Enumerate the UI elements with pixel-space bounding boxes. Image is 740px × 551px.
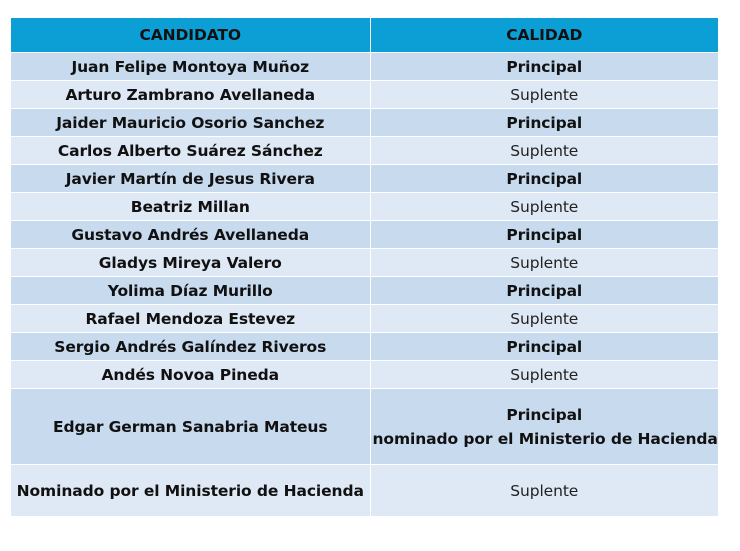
table-row xyxy=(11,277,718,305)
candidates-table xyxy=(11,18,718,517)
candidate-quality: Suplente xyxy=(370,137,718,165)
table-row xyxy=(11,137,718,165)
table-row xyxy=(11,53,718,81)
candidate-quality: Suplente xyxy=(370,249,718,277)
candidate-name: Jaider Mauricio Osorio Sanchez xyxy=(11,109,370,137)
table-row xyxy=(11,109,718,137)
quality-label: Principal xyxy=(506,405,583,424)
quality-note: nominado por el Ministerio de Hacienda xyxy=(372,429,718,448)
candidate-name: Javier Martín de Jesus Rivera xyxy=(11,165,370,193)
candidate-quality xyxy=(370,389,718,465)
table-header-row xyxy=(11,18,718,53)
candidate-name: Carlos Alberto Suárez Sánchez xyxy=(11,137,370,165)
candidate-name: Yolima Díaz Murillo xyxy=(11,277,370,305)
candidate-name: Rafael Mendoza Estevez xyxy=(11,305,370,333)
table-row xyxy=(11,305,718,333)
candidate-quality: Principal xyxy=(370,109,718,137)
candidate-quality: Suplente xyxy=(370,465,718,517)
candidate-quality: Suplente xyxy=(370,361,718,389)
table-row xyxy=(11,249,718,277)
table-row xyxy=(11,389,718,465)
candidate-name: Gladys Mireya Valero xyxy=(11,249,370,277)
table-row xyxy=(11,361,718,389)
candidate-quality: Suplente xyxy=(370,81,718,109)
candidate-quality: Principal xyxy=(370,221,718,249)
candidate-quality: Principal xyxy=(370,53,718,81)
candidate-name: Edgar German Sanabria Mateus xyxy=(11,389,370,465)
table-row xyxy=(11,333,718,361)
candidate-quality: Principal xyxy=(370,165,718,193)
table-row xyxy=(11,221,718,249)
candidate-quality: Suplente xyxy=(370,193,718,221)
column-header-quality: CALIDAD xyxy=(370,18,718,53)
candidate-quality: Principal xyxy=(370,277,718,305)
candidate-name: Arturo Zambrano Avellaneda xyxy=(11,81,370,109)
candidate-name: Nominado por el Ministerio de Hacienda xyxy=(11,465,370,517)
table-row xyxy=(11,193,718,221)
column-header-candidate: CANDIDATO xyxy=(11,18,370,53)
table-row xyxy=(11,81,718,109)
candidate-quality: Principal xyxy=(370,333,718,361)
candidate-quality: Suplente xyxy=(370,305,718,333)
table-row xyxy=(11,465,718,517)
table-row xyxy=(11,165,718,193)
candidate-name: Sergio Andrés Galíndez Riveros xyxy=(11,333,370,361)
candidate-name: Gustavo Andrés Avellaneda xyxy=(11,221,370,249)
candidate-name: Juan Felipe Montoya Muñoz xyxy=(11,53,370,81)
candidate-name: Andés Novoa Pineda xyxy=(11,361,370,389)
candidate-name: Beatriz Millan xyxy=(11,193,370,221)
